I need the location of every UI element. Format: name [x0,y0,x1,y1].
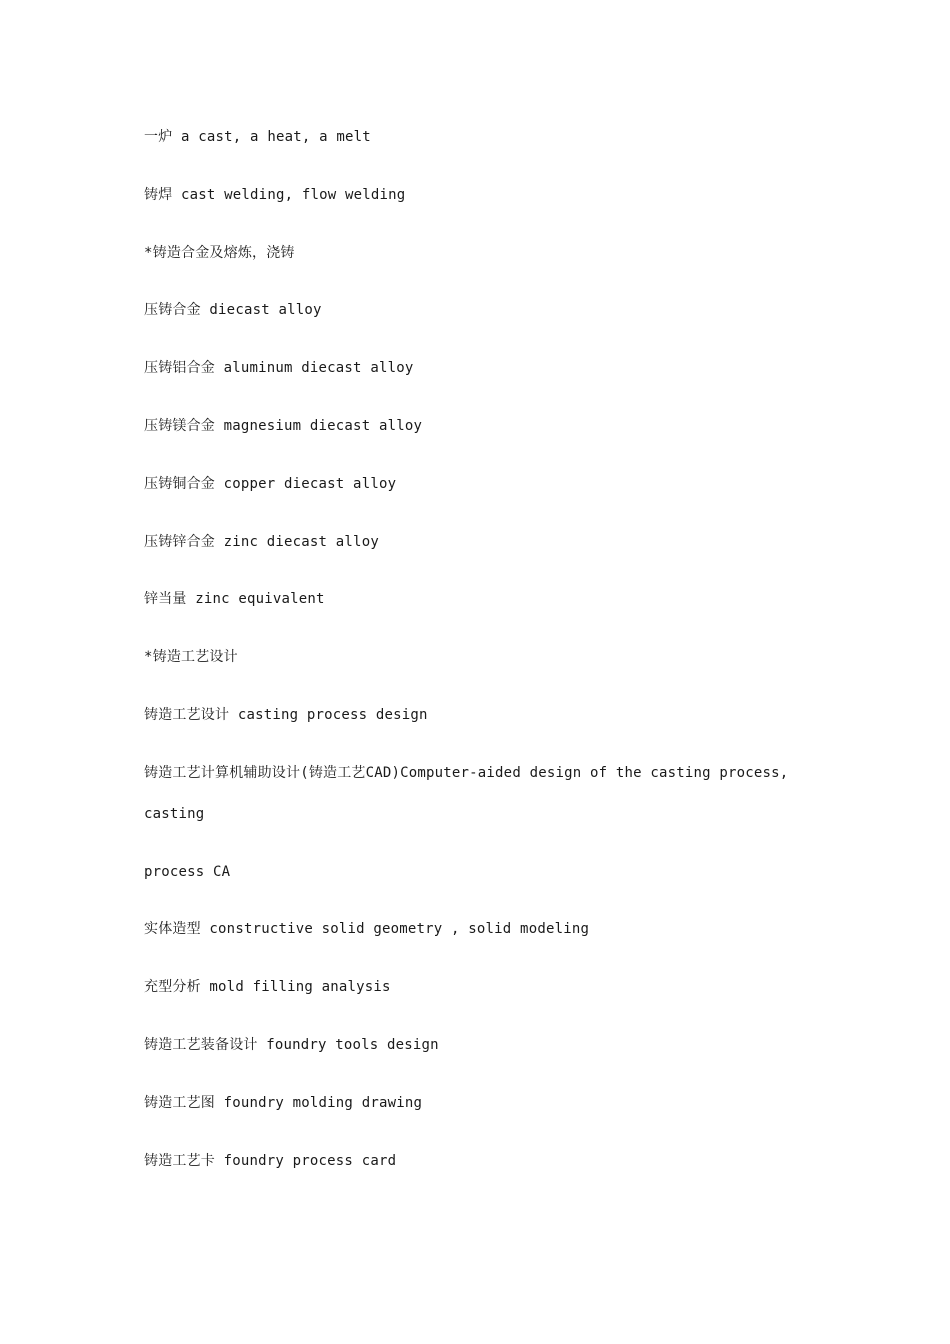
glossary-entry: 充型分析 mold filling analysis [144,979,391,996]
glossary-entry: 铸造工艺装备设计 foundry tools design [144,1036,439,1053]
glossary-entry: 铸造工艺卡 foundry process card [144,1152,397,1169]
glossary-entry: 铸造工艺图 foundry molding drawing [144,1094,423,1111]
glossary-entry: 压铸合金 diecast alloy [144,302,322,319]
glossary-list [144,125,824,1206]
glossary-entry: 铸焊 cast welding, flow welding [144,186,406,203]
glossary-entry: 一炉 a cast, a heat, a melt [144,129,371,145]
section-heading: *铸造合金及熔炼，浇铸 [144,244,295,261]
glossary-entry-continuation: process CA [144,863,231,880]
glossary-entry: 铸造工艺计算机辅助设计(铸造工艺CAD)Computer-aided design of the casting process, [144,764,789,781]
glossary-entry: 铸造工艺设计 casting process design [144,706,428,723]
glossary-entry: 压铸铜合金 copper diecast alloy [144,475,397,492]
glossary-entry: 压铸镁合金 magnesium diecast alloy [144,417,423,434]
glossary-entry: 压铸锌合金 zinc diecast alloy [144,533,379,550]
glossary-entry: 压铸铝合金 aluminum diecast alloy [144,360,414,377]
glossary-entry: 实体造型 constructive solid geometry , solid modeling [144,921,590,938]
glossary-entry: 锌当量 zinc equivalent [144,591,325,608]
section-heading: *铸造工艺设计 [144,649,238,666]
glossary-entry-continuation: casting [144,805,205,822]
